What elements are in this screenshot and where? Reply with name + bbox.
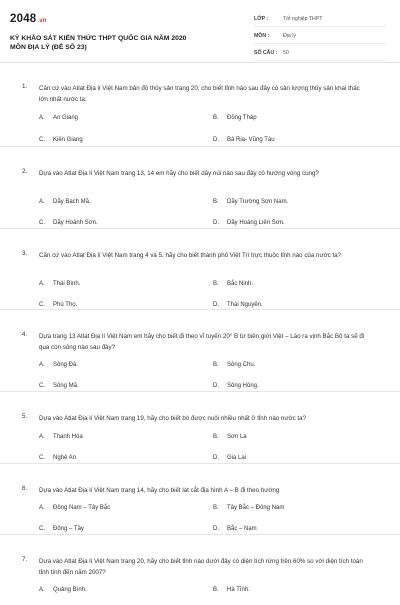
option-a[interactable] xyxy=(39,505,110,511)
option-letter: D. xyxy=(213,302,219,308)
option-text: Thanh Hóa xyxy=(53,434,83,440)
option-letter: A. xyxy=(39,281,45,287)
question-text: Căn cứ vào Atlat Địa lí Việt Nam bản đồ thủy sản trang 20, cho biết tỉnh nào sau đây có sản lượng thủy sản khai thác lớn nhất nước ta: xyxy=(39,85,360,103)
option-letter: A. xyxy=(39,362,45,368)
option-letter: D. xyxy=(213,220,219,226)
option-text: Sông Mã. xyxy=(53,383,79,389)
option-letter: A. xyxy=(39,587,45,593)
meta-row-question-count xyxy=(254,46,386,61)
meta-value-class: Tốt nghiệp THPT xyxy=(283,16,323,22)
question-text: Căn cứ vào Atlat Địa lí Việt Nam trang 4 và 5, hãy cho biết thành phố Việt Trì trực thuộc tỉnh nào của nước ta? xyxy=(39,252,342,259)
site-logo[interactable] xyxy=(10,13,47,25)
exam-meta xyxy=(254,12,386,61)
question-text: Dựa vào Atlat Địa lí Việt Nam trang 20, hãy cho biết tỉnh nào dưới đây có diện tích rừng trên 60% so với diện tích toàn tỉnh tính đến năm 2007? xyxy=(39,558,363,576)
option-letter: B. xyxy=(213,281,219,287)
option-text: Đồng Tháp xyxy=(227,115,257,121)
meta-label-class: LỚP : xyxy=(254,16,269,22)
meta-value-question-count: 50 xyxy=(283,50,289,56)
option-a[interactable] xyxy=(39,434,83,440)
option-text: Sơn La xyxy=(227,434,247,440)
option-text: Kiên Giang xyxy=(53,137,83,143)
option-text: Thái Nguyên. xyxy=(227,302,263,308)
option-c[interactable] xyxy=(39,220,98,226)
option-letter: C. xyxy=(39,302,45,308)
option-text: Hà Tĩnh. xyxy=(227,587,250,593)
question-number: 5. xyxy=(22,413,28,420)
option-letter: D. xyxy=(213,526,219,532)
exam-title xyxy=(10,34,235,52)
option-text: Dãy Trường Sơn Nam. xyxy=(227,199,289,205)
option-b[interactable] xyxy=(213,362,255,368)
meta-label-question-count: SỐ CÂU : xyxy=(254,50,278,56)
option-c[interactable] xyxy=(39,383,79,389)
option-c[interactable] xyxy=(39,302,77,308)
option-b[interactable] xyxy=(213,505,284,511)
option-letter: B. xyxy=(213,587,219,593)
option-a[interactable] xyxy=(39,115,78,121)
option-b[interactable] xyxy=(213,281,253,287)
option-text: Dãy Hoàng Liên Sơn. xyxy=(227,220,285,226)
option-b[interactable] xyxy=(213,115,257,121)
option-text: Bắc Ninh. xyxy=(227,281,254,287)
meta-value-subject: Địa lý xyxy=(283,33,296,39)
option-letter: C. xyxy=(39,220,45,226)
exam-title-line-2: MÔN ĐỊA LÝ (ĐỀ SỐ 23) xyxy=(10,44,87,51)
option-b[interactable] xyxy=(213,199,288,205)
question-item xyxy=(0,310,400,392)
question-number: 4. xyxy=(22,331,28,338)
exam-title-line-1: KỲ KHẢO SÁT KIẾN THỨC THPT QUỐC GIA NĂM 2020 xyxy=(10,35,187,42)
option-text: Dãy Bạch Mã. xyxy=(53,199,91,205)
option-letter: D. xyxy=(213,383,219,389)
option-text: Gia Lai xyxy=(227,455,247,461)
meta-label-subject: MÔN : xyxy=(254,33,270,39)
option-d[interactable] xyxy=(213,220,285,226)
option-b[interactable] xyxy=(213,587,250,593)
question-item xyxy=(0,62,400,147)
logo-suffix-text: .vn xyxy=(37,18,47,24)
option-letter: B. xyxy=(213,362,219,368)
question-number: 1. xyxy=(22,83,28,90)
option-d[interactable] xyxy=(213,383,259,389)
question-item xyxy=(0,229,400,310)
option-text: An Giang xyxy=(53,115,79,121)
option-d[interactable] xyxy=(213,526,257,532)
option-a[interactable] xyxy=(39,199,91,205)
option-text: Đông – Tây xyxy=(53,526,84,532)
option-text: Sông Đà. xyxy=(53,362,79,368)
option-d[interactable] xyxy=(213,302,263,308)
question-number: 2. xyxy=(22,168,28,175)
option-letter: B. xyxy=(213,434,219,440)
meta-row-class xyxy=(254,12,386,27)
question-list xyxy=(0,62,400,605)
option-text: Phú Thọ. xyxy=(53,302,78,308)
option-text: Nghệ An xyxy=(53,455,77,461)
option-letter: A. xyxy=(39,434,45,440)
question-number: 7. xyxy=(22,556,28,563)
option-a[interactable] xyxy=(39,281,80,287)
option-letter: A. xyxy=(39,115,45,121)
option-text: Thái Bình. xyxy=(53,281,81,287)
option-d[interactable] xyxy=(213,455,246,461)
option-text: Đông Nam – Tây Bắc xyxy=(53,505,111,511)
logo-main-text: 2048 xyxy=(10,13,37,25)
question-item xyxy=(0,464,400,535)
question-item xyxy=(0,147,400,229)
option-letter: C. xyxy=(39,383,45,389)
option-letter: B. xyxy=(213,199,219,205)
option-text: Bắc – Nam xyxy=(227,526,257,532)
question-number: 6. xyxy=(22,485,28,492)
option-letter: D. xyxy=(213,455,219,461)
option-text: Tây Bắc – Đông Nam xyxy=(227,505,285,511)
option-a[interactable] xyxy=(39,362,78,368)
question-text: Dựa vào Atlat Địa lí Việt Nam trang 14, hãy cho biết lát cắt địa hình A – B đi theo hướng xyxy=(39,487,280,494)
meta-row-subject xyxy=(254,29,386,44)
option-text: Sông Chu. xyxy=(227,362,256,368)
option-letter: D. xyxy=(213,137,219,143)
option-letter: B. xyxy=(213,115,219,121)
option-c[interactable] xyxy=(39,455,76,461)
option-letter: A. xyxy=(39,505,45,511)
question-text: Dựa vào Atlat Địa lí Việt Nam trang 13, 14 em hãy cho biết dãy núi nào sau đây có hướng vòng cung? xyxy=(39,170,319,177)
question-item xyxy=(0,535,400,605)
exam-header xyxy=(0,0,400,63)
option-text: Sông Hồng. xyxy=(227,383,259,389)
question-text: Dựa vào Atlat Địa lí Việt Nam trang 19, hãy cho biết bò được nuôi nhiều nhất ở tỉnh nào nước ta? xyxy=(39,415,306,422)
option-letter: C. xyxy=(39,526,45,532)
question-number: 3. xyxy=(22,250,28,257)
option-letter: C. xyxy=(39,137,45,143)
option-a[interactable] xyxy=(39,587,87,593)
option-letter: C. xyxy=(39,455,45,461)
option-text: Bà Rịa- Vũng Tàu xyxy=(227,137,275,143)
option-b[interactable] xyxy=(213,434,247,440)
option-letter: A. xyxy=(39,199,45,205)
option-text: Quảng Bình. xyxy=(53,587,87,593)
option-letter: B. xyxy=(213,505,219,511)
option-d[interactable] xyxy=(213,137,275,143)
option-c[interactable] xyxy=(39,526,84,532)
question-item xyxy=(0,392,400,464)
question-text: Dựa trang 13 Atlat Địa lí Việt Nam em hãy cho biết đi theo vĩ tuyến 20° B từ biên giới Việt – Lào ra vịnh Bắc Bộ ta sẽ đi qua con sông nào sau đây? xyxy=(39,333,365,351)
option-c[interactable] xyxy=(39,137,83,143)
option-text: Dãy Hoành Sơn. xyxy=(53,220,98,226)
